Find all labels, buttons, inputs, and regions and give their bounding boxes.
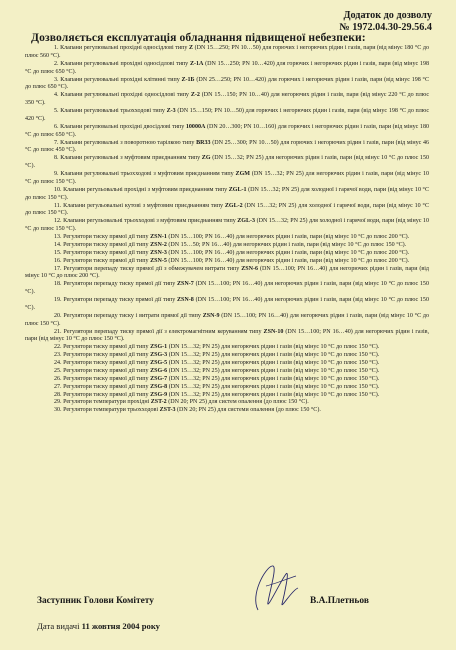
item-type-code: 10000А — [185, 123, 206, 130]
item-text: 25. Регулятори тиску прямої дії типу — [54, 367, 151, 374]
item-text: 13. Регулятори тиску прямої дії типу — [54, 234, 151, 240]
item-text: 28. Регулятори тиску прямої дії типу — [54, 391, 151, 398]
item-text: (DN 15…32; PN 25) для негорючих рідин і газів (від мінус 10 °С до плюс 150 °С). — [167, 344, 380, 351]
item-type-code: ZGL-2 — [224, 202, 243, 209]
item-type-code: ZST-2 — [150, 399, 167, 406]
list-item — [25, 45, 429, 61]
item-type-code: ZSN-5 — [150, 257, 167, 264]
list-item — [25, 92, 429, 108]
list-item — [25, 140, 429, 156]
list-item — [25, 171, 429, 187]
item-type-code: ZSN-8 — [177, 297, 194, 303]
item-text: (DN 15…32; PN 25) для холодної і гарячої води, пари (від мінус 10 °С до плюс 150 °С). — [25, 202, 429, 217]
item-text: (DN 15…32; PN 25) для негорючих рідин і газів, пари (від мінус 10 °С до плюс 150 °С). — [25, 155, 429, 170]
item-text: 30. Регулятори температури трьохходові — [54, 407, 160, 414]
item-text: 4. Клапани регулювальні прохідні односідлові типу — [54, 92, 191, 99]
item-text: 5. Клапани регулювальні трьохходові типу — [54, 108, 167, 114]
item-text: (DN 20…300; PN 10…160) для горючих і негорючих рідин і газів, пари (від мінус 180 °С до плюс 650 °С). — [25, 123, 429, 138]
item-type-code: ZSN-3 — [150, 249, 167, 256]
item-type-code: ZSG-8 — [150, 383, 168, 390]
list-item — [25, 352, 429, 360]
list-item — [25, 108, 429, 124]
item-type-code: ZSN-2 — [150, 241, 167, 248]
item-type-code: ZSG-5 — [150, 360, 168, 366]
list-item — [25, 242, 429, 250]
item-text: (DN 15…100; PN 16…40) для негорючих рідин і газів, пари (від мінус 10 °С до плюс 150 °С). — [25, 328, 429, 343]
issue-date-value: 11 жовтня 2004 року — [81, 621, 160, 631]
header-annex-label: Додаток до дозволу — [343, 10, 432, 21]
list-item — [25, 329, 429, 345]
item-text: (DN 15…32; PN 25) для негорючих рідин і газів (від мінус 10 °С до плюс 150 °С). — [167, 391, 380, 398]
item-text: 23. Регулятори тиску прямої дії типу — [54, 352, 151, 359]
item-type-code: ZG — [201, 155, 211, 162]
page-title: Дозволяється експлуатація обладнання підвищеної небезпеки: — [31, 31, 366, 44]
item-text: 18. Регулятори перепаду тиску прямої дії типу — [54, 281, 177, 288]
item-text: (DN 15…100; PN 16…40) для негорючих рідин і газів, пари (від мінус 10 °С до плюс 150 °С). — [25, 312, 429, 327]
item-type-code: ZSG-3 — [150, 352, 168, 359]
item-text: 14. Регулятори тиску прямої дії типу — [54, 241, 151, 248]
item-text: 7. Клапани регулювальні з поворотною тарілкою типу — [54, 139, 197, 146]
list-item — [25, 61, 429, 77]
item-type-code: ZST-3 — [159, 407, 176, 414]
item-text: 3. Клапани регулювальні прохідні клітинні типу — [54, 76, 182, 83]
item-type-code: ZSN-1 — [150, 234, 167, 240]
item-type-code: Z-1А — [189, 60, 204, 67]
item-text: 16. Регулятори тиску прямої дії типу — [54, 257, 151, 264]
item-text: (DN 15…100; PN 16…40) для негорючих рідин і газів, пари (від мінус 10 °С до плюс 200 °С). — [166, 249, 410, 256]
list-item — [25, 297, 429, 313]
item-text: (DN 15…32; PN 25) для холодної і гарячої води, пари (від мінус 10 °С до плюс 150 °С). — [25, 186, 429, 201]
item-text: 19. Регулятори перепаду тиску прямої дії типу — [54, 297, 177, 303]
item-text: (DN 15…32; PN 25) для негорючих рідин і газів (від мінус 10 °С до плюс 150 °С). — [167, 352, 380, 359]
item-text: 29. Регулятори температури прохідні — [54, 399, 151, 406]
item-type-code: Z — [189, 45, 194, 51]
item-text: 15. Регулятори тиску прямої дії типу — [54, 249, 151, 256]
item-text: (DN 15…32; PN 25) для негорючих рідин і газів (від мінус 10 °С до плюс 150 °С). — [167, 383, 380, 390]
item-text: (DN 15…250; PN 10…50) для горючих і негорючих рідин і газів, пари (від мінус 180 °С до плюс 560 °С). — [25, 45, 429, 59]
list-item — [25, 384, 429, 392]
item-text: (DN 15…250; PN 10…420) для горючих і негорючих рідин і газів, пари (від мінус 198 °С до плюс 650 °С). — [25, 60, 430, 75]
item-text: 26. Регулятори тиску прямої дії типу — [54, 375, 151, 382]
item-text: (DN 25…250; PN 10…420) для горючих і негорючих рідин і газів, пари (від мінус 198 °С до плюс 650 °С). — [25, 76, 429, 91]
item-text: (DN 15…100; PN 16…40) для негорючих рідин і газів, пари (від мінус 10 °С до плюс 200 °С). — [25, 265, 430, 280]
issue-date-label: Дата видачі — [37, 621, 80, 631]
item-type-code: ZGL-1 — [228, 186, 247, 193]
item-text: 2. Клапани регулювальні прохідні односідлові типу — [54, 60, 190, 67]
list-item — [25, 266, 429, 282]
list-item — [25, 360, 429, 368]
list-item — [25, 313, 429, 329]
item-text: 27. Регулятори тиску прямої дії типу — [54, 383, 151, 390]
item-text: 1. Клапани регулювальні прохідні односідлові типу — [54, 45, 189, 51]
item-type-code: BR33 — [196, 139, 211, 146]
item-type-code: ZGM — [235, 171, 250, 177]
list-item — [25, 187, 429, 203]
item-type-code: ZSN-10 — [263, 328, 284, 335]
list-item — [25, 234, 429, 242]
item-text: 24. Регулятори тиску прямої дії типу — [54, 360, 151, 366]
item-text: (DN 15…32; PN 25) для негорючих рідин і газів (від мінус 10 °С до плюс 150 °С). — [167, 360, 380, 366]
item-text: (DN 15…100; PN 16…40) для негорючих рідин і газів, пари (від мінус 10 °С до плюс 150 °С). — [25, 281, 429, 296]
item-text: 6. Клапани регулювальні прохідні двосідлові типу — [54, 123, 186, 130]
list-item — [25, 250, 429, 258]
item-type-code: ZSN-9 — [202, 312, 220, 319]
list-item — [25, 368, 429, 376]
header-permit-number: № 1972.04.30-29.56.4 — [339, 22, 432, 33]
list-item — [25, 281, 429, 297]
issue-date — [37, 621, 160, 631]
list-item — [25, 77, 429, 93]
item-type-code: ZGL-3 — [237, 218, 256, 225]
item-text: (DN 15…32; PN 25) для холодної і гарячої води, пари (від мінус 10 °С до плюс 150 °С). — [25, 218, 429, 233]
item-text: (DN 15…100; PN 16…40) для негорючих рідин і газів, пари (від мінус 10 °С до плюс 200 °С). — [166, 257, 410, 264]
item-text: 8. Клапани регулювальні з муфтовим приєднанням типу — [54, 155, 202, 162]
item-text: (DN 15…32; PN 25) для негорючих рідин і газів (від мінус 10 °С до плюс 150 °С). — [167, 375, 380, 382]
item-text: (DN 15…150; PN 10…40) для негорючих рідин і газів, пари (від мінус 220 °С до плюс 350 °С). — [25, 92, 430, 107]
item-type-code: ZSG-9 — [150, 391, 168, 398]
item-text: (DN 15…150; PN 10…50) для горючих і негорючих рідин і газів, пари (від мінус 198 °С до плюс 420 °С). — [25, 108, 429, 122]
item-text: 20. Регулятори перепаду тиску і витрати прямої дії типу — [54, 312, 203, 319]
item-type-code: ZSN-6 — [241, 265, 259, 272]
item-text: (DN 20; PN 25) для системи опалення (до плюс 150 °С). — [175, 407, 321, 414]
list-item — [25, 407, 429, 415]
item-text: 11. Клапани регульовальні кутові з муфтовим приєднанням типу — [54, 202, 225, 209]
list-item — [25, 344, 429, 352]
item-type-code: ZSG-1 — [150, 344, 168, 351]
item-type-code: Z-1Б — [181, 76, 195, 83]
item-type-code: ZSG-7 — [150, 375, 168, 382]
item-text: 22. Регулятори тиску прямої дії типу — [54, 344, 151, 351]
item-type-code: ZSG-6 — [150, 367, 168, 374]
item-text: (DN 25…300; PN 10…50) для горючих і негорючих рідин і газів, пари (від мінус 46 °С до плюс 450 °С). — [25, 139, 429, 154]
list-item — [25, 124, 429, 140]
item-text: (DN 15…50; PN 16…40) для негорючих рідин і газів, пари (від мінус 10 °С до плюс 150 °С). — [166, 241, 407, 248]
item-text: (DN 20; PN 25) для систем опалення (до плюс 150 °С). — [166, 399, 309, 406]
item-text: 17. Регулятори перепаду тиску прямої дії з обмежувачем витрати типу — [54, 265, 242, 272]
list-item — [25, 218, 429, 234]
signatory-name: В.А.Плетньов — [310, 596, 369, 606]
item-text: (DN 15…32; PN 25) для негорючих рідин і газів, пари (від мінус 10 °С до плюс 150 °С). — [25, 171, 429, 185]
item-text: 9. Клапани регулювальні трьохходові з муфтовим приєднанням типу — [54, 171, 236, 177]
item-type-code: Z-3 — [166, 108, 176, 114]
item-text: (DN 15…32; PN 25) для негорючих рідин і газів (від мінус 10 °С до плюс 150 °С). — [167, 367, 380, 374]
list-item — [25, 376, 429, 384]
item-text: 12. Клапани регульовальні трьохходові з муфтовим приєднанням типу — [54, 218, 238, 225]
item-text: (DN 15…100; PN 16…40) для негорючих рідин і газів, пари (від мінус 10 °С до плюс 150 °С). — [25, 297, 429, 311]
list-item — [25, 258, 429, 266]
equipment-list — [25, 45, 429, 415]
signature-image — [240, 560, 310, 615]
item-type-code: Z-2 — [190, 92, 200, 99]
item-text: 10. Клапани регульовальні прохідні з муфтовим приєднанням типу — [54, 186, 229, 193]
item-text: (DN 15…100; PN 16…40) для негорючих рідин і газів, пари (від мінус 10 °С до плюс 200 °С). — [166, 234, 410, 240]
signatory-position: Заступник Голови Комітету — [37, 596, 154, 606]
list-item — [25, 155, 429, 171]
item-type-code: ZSN-7 — [177, 281, 194, 288]
list-item — [25, 203, 429, 219]
item-text: 21. Регулятори перепаду тиску прямої дії з електромагнітним керуванням типу — [54, 328, 264, 335]
